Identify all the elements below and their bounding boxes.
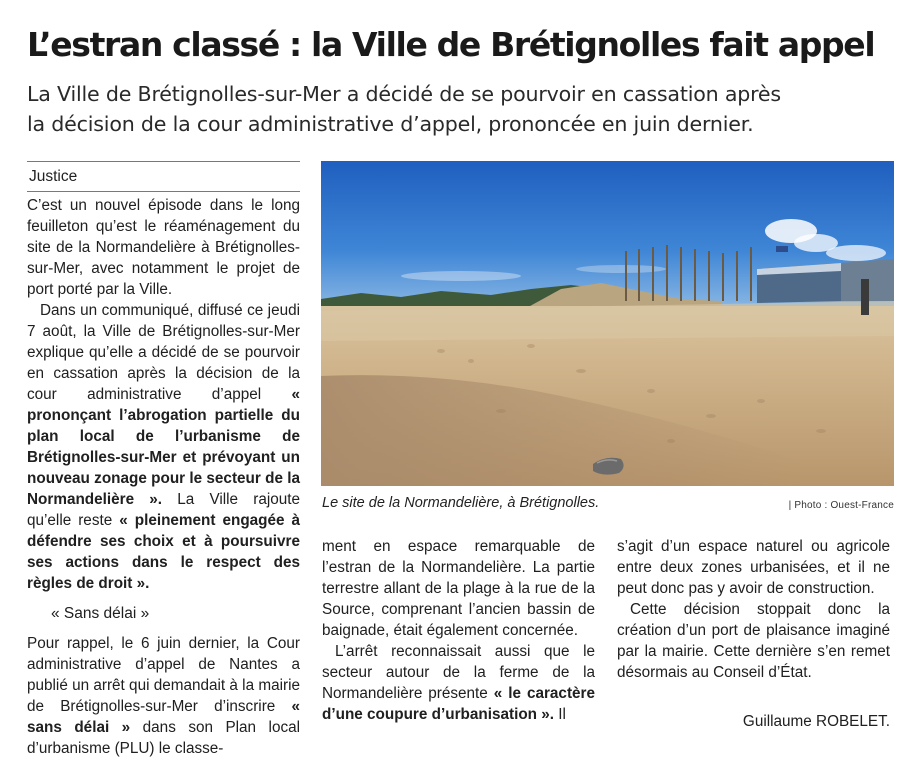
standfirst-line-2: la décision de la cour administrative d’appel, prononcée en juin dernier. [27,112,754,136]
article-headline: L’estran classé : la Ville de Brétignolles fait appel [27,25,875,64]
rubric-label: Justice [29,168,78,185]
intertitle: « Sans délai » [51,605,150,622]
beach-photo [321,161,894,486]
standfirst-line-1: La Ville de Brétignolles-sur-Mer a décidé de se pourvoir en cassation après [27,82,781,106]
article-column-3 [617,536,890,683]
author-signature: Guillaume ROBELET. [742,713,890,730]
paragraph-rappel [27,633,300,759]
rappel-text-end: dans son Plan local d’urbanisme (PLU) le classe- [27,719,301,757]
rubric-bottom-rule [27,191,300,192]
quote-abrogation: « prononçant l’abrogation partielle du plan local de l’urbanisme de Brétignolles-sur-Mer et prévoyant un nouveau zonage pour le secteur de la Normandelière ». [27,386,300,508]
article-column-1 [27,195,300,759]
quote-engagee: « pleinement engagée à défendre ses choix et à poursuivre ses actions dans le respect des règles de droit ». [27,512,301,592]
rappel-text: Pour rappel, le 6 juin dernier, la Cour administrative d’appel de Nantes a publié un arrêt qui demandait à la mairie de Brétignolles-sur-Mer d’inscrire [27,635,300,715]
arret-text-end: Il [558,706,566,723]
quote-sans-delai: « sans délai » [27,698,300,736]
article-standfirst [27,79,887,139]
photo-credit: | Photo : Ouest-France [788,500,894,511]
paragraph-decision: Cette décision stoppait donc la création d’un port de plaisance imaginé par la mairie. Cette dernière s’en remet désormais au Conseil d’État. [617,601,890,681]
paragraph-espace-naturel: s’agit d’un espace naturel ou agricole entre deux zones urbanisées, et il ne peut donc pas y avoir de construction. [617,538,890,597]
ville-rajoute-text: La Ville rajoute qu’elle reste [27,491,301,529]
paragraph-intro: C’est un nouvel épisode dans le long feuilleton qu’est le réaménagement du site de la Normandelière à Brétignolles-sur-Mer, avec notamment le projet de port porté par la Ville. [27,197,300,298]
quote-coupure: « le caractère d’une coupure d’urbanisation ». [322,685,596,723]
paragraph-arret [322,641,595,725]
communique-text: Dans un communiqué, diffusé ce jeudi 7 août, la Ville de Brétignolles-sur-Mer explique qu’elle a décidé de se pourvoir en cassation après la décision de la cour administrative d’appel [27,302,300,403]
paragraph-communique [27,300,300,594]
photo-caption: Le site de la Normandelière, à Brétignolles. [322,495,600,511]
article-column-2 [322,536,595,725]
arret-text: L’arrêt reconnaissait aussi que le secteur autour de la ferme de la Normandelière présente [322,643,595,702]
rubric-top-rule [27,161,300,162]
paragraph-estran: ment en espace remarquable de l’estran de la Normandelière. La partie terrestre allant de la plage à la rue de la Source, comprenant l’ancien bassin de baignade, était également concernée. [322,538,595,639]
